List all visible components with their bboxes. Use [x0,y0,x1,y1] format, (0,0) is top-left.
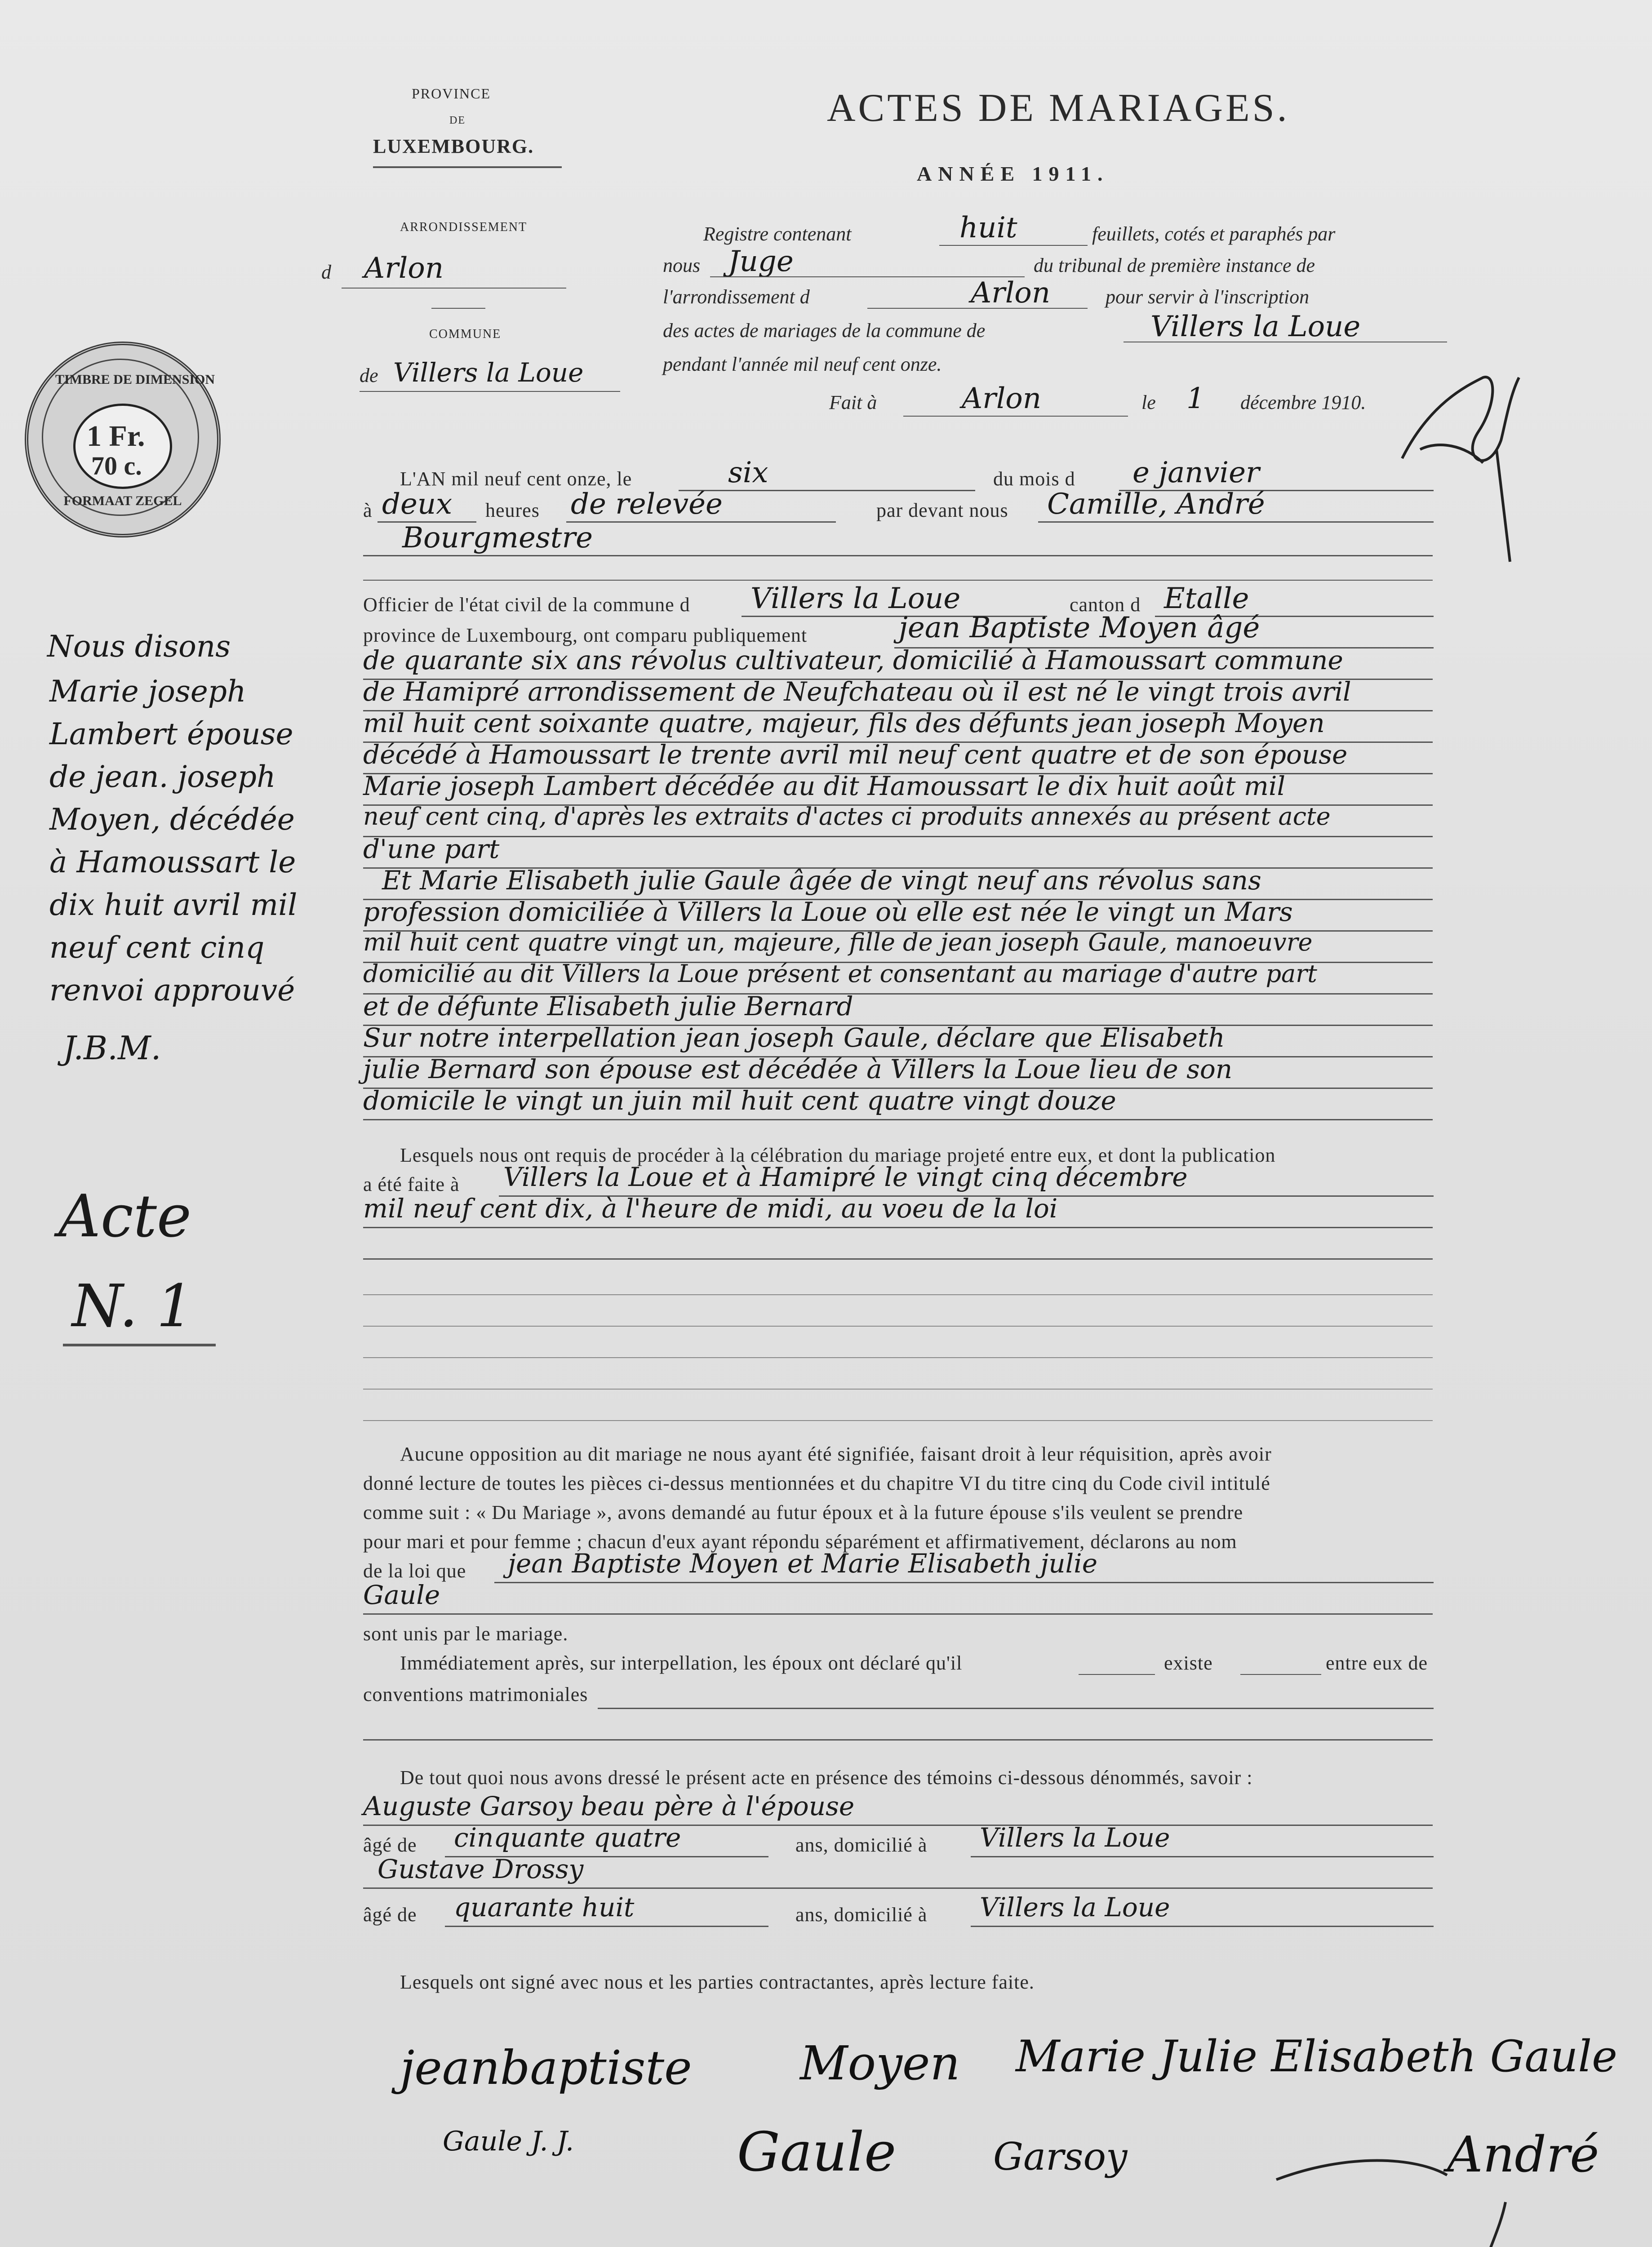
registre-value-3: Arlon [971,276,1051,310]
fait-date-value: 1 [1186,382,1205,415]
hand-line-8: Et Marie Elisabeth julie Gaule âgée de vingt neuf ans révolus sans [382,865,1261,896]
body-line-2-hours: deux [382,488,453,521]
hand-line-6: neuf cent cinq, d'après les extraits d'actes ci produits annexés au présent acte [363,802,1331,830]
body-line-2-relevee: de relevée [571,488,723,521]
opposition-line-3: comme suit : « Du Mariage », avons demandé au futur époux et à la future épouse s'ils veulent se prendre [363,1501,1243,1523]
temoins-text: De tout quoi nous avons dressé le présent acte en présence des témoins ci-dessous dénommés, savoir : [400,1767,1253,1789]
body-line-3-title: Bourgmestre [402,521,593,555]
registre-text-1b: feuillets, cotés et paraphés par [1092,223,1336,245]
body-line-4a: Officier de l'état civil de la commune d [363,594,690,616]
unis-text: sont unis par le mariage. [363,1623,568,1645]
hand-line-3: mil huit cent soixante quatre, majeur, fils des défunts jean joseph Moyen [363,708,1325,738]
conventions-text: conventions matrimoniales [363,1683,588,1705]
hand-line-2: de Hamipré arrondissement de Neufchateau où il est né le vingt trois avril [363,676,1351,707]
body-line-1-month: e janvier [1132,456,1260,489]
body-line-2a: à [363,499,373,521]
witness-1-name: Auguste Garsoy beau père à l'épouse [363,1791,855,1821]
margin-initials: J.B.M. [63,1029,161,1067]
margin-note-4: de jean. joseph [49,759,276,794]
hand-line-4: décédé à Hamoussart le trente avril mil neuf cent quatre et de son épouse [363,739,1348,770]
margin-note-9: renvoi approuvé [49,973,295,1008]
stamp-value-cents: 70 c. [91,451,142,480]
margin-note-2: Marie joseph [49,674,246,709]
signature-witness-2: Garsoy [993,2135,1128,2179]
registre-value-4: Villers la Loue [1150,310,1361,343]
hand-line-14: julie Bernard son épouse est décédée à Villers la Loue lieu de son [363,1054,1233,1084]
body-line-1-day: six [728,456,768,489]
arrondissement-label: ARRONDISSEMENT [400,220,528,234]
witness-2-age: quarante huit [454,1892,635,1923]
publication-place: Villers la Loue et à Hamipré le vingt cinq décembre [503,1162,1188,1192]
stamp-top: TIMBRE DE DIMENSION [55,372,215,387]
registre-text-3b: pour servir à l'inscription [1106,286,1310,308]
immediatement-text: Immédiatement après, sur interpellation, les époux ont déclaré qu'il [400,1652,963,1674]
commune-label: COMMUNE [429,327,502,341]
witness-2-domicile: Villers la Loue [980,1892,1170,1923]
loi-spouses-2: Gaule [363,1580,440,1610]
registre-text-2b: du tribunal de première instance de [1034,254,1315,276]
witness-1-age: cinquante quatre [454,1822,681,1853]
hand-line-9: profession domiciliée à Villers la Loue où elle est née le vingt un Mars [363,897,1293,927]
margin-note-3: Lambert épouse [49,717,293,751]
lesquels-text: Lesquels ont signé avec nous et les parties contractantes, après lecture faite. [400,1971,1035,1993]
opposition-line-2: donné lecture de toutes les pièces ci-dessus mentionnées et du chapitre VI du titre cinq du Code civil intitulé [363,1472,1270,1494]
arrondissement-d: d [321,261,331,283]
signature-witness-1: Gaule [737,2121,897,2184]
hand-line-1: de quarante six ans révolus cultivateur, domicilié à Hamoussart commune [363,645,1343,675]
margin-note-6: à Hamoussart le [49,845,296,879]
publication-text-b: a été faite à [363,1173,460,1195]
hand-line-15: domicile le vingt un juin mil huit cent quatre vingt douze [363,1085,1116,1116]
year-label: ANNÉE 1911. [917,162,1109,185]
witness-1-dom-label: ans, domicilié à [795,1834,928,1856]
acte-label: Acte [58,1182,191,1250]
hand-line-11: domicilié au dit Villers la Loue présent et consentant au mariage d'autre part [363,959,1317,988]
witness-1-domicile: Villers la Loue [980,1822,1170,1853]
signature-bride: Marie Julie Elisabeth Gaule [1016,2031,1617,2082]
page-title: ACTES DE MARIAGES. [827,86,1290,130]
body-line-1b: du mois d [993,468,1075,490]
signature-groom-last: Moyen [800,2036,960,2091]
opposition-line-4: pour mari et pour femme ; chacun d'eux ayant répondu séparément et affirmativement, déclarons au nom [363,1531,1237,1553]
registre-text-4: des actes de mariages de la commune de [663,320,986,342]
luxembourg-label: LUXEMBOURG. [373,135,534,157]
body-line-5-groom: jean Baptiste Moyen âgé [899,611,1260,644]
acte-number: N. 1 [72,1272,194,1340]
margin-note-7: dix huit avril mil [49,888,298,922]
hand-line-12: et de défunte Elisabeth julie Bernard [363,991,853,1021]
body-line-1a: L'AN mil neuf cent onze, le [400,468,632,490]
arrondissement-value: Arlon [364,252,444,285]
registre-value-1: huit [959,211,1017,244]
publication-date: mil neuf cent dix, à l'heure de midi, au voeu de la loi [363,1193,1058,1224]
loi-spouses: jean Baptiste Moyen et Marie Elisabeth julie [508,1548,1098,1579]
fait-date: décembre 1910. [1240,391,1366,413]
de-label: DE [449,115,466,126]
margin-note-5: Moyen, décédée [49,802,295,837]
body-line-4-commune: Villers la Loue [751,582,961,615]
acte-underline [63,1344,216,1346]
witness-2-age-label: âgé de [363,1904,417,1926]
body-line-4-canton: Etalle [1164,582,1249,615]
registre-text-5: pendant l'année mil neuf cent onze. [663,353,942,375]
commune-de: de [360,364,378,386]
commune-value: Villers la Loue [393,357,584,388]
publication-text: Lesquels nous ont requis de procéder à la célébration du mariage projeté entre eux, et dont la publication [400,1144,1276,1166]
existe-text: existe [1164,1652,1213,1674]
stamp-value-francs: 1 Fr. [87,420,145,453]
fait-a-value: Arlon [962,382,1042,415]
signature-father: Gaule J. J. [443,2126,574,2157]
body-line-5a: province de Luxembourg, ont comparu publiquement [363,624,808,646]
registre-text-1: Registre contenant [703,223,852,245]
margin-note-1: Nous disons [47,629,231,664]
opposition-line-1: Aucune opposition au dit mariage ne nous ayant été signifiée, faisant droit à leur réquisition, après avoir [400,1443,1272,1465]
hand-line-13: Sur notre interpellation jean joseph Gaule, déclare que Elisabeth [363,1022,1225,1053]
hand-line-5: Marie joseph Lambert décédée au dit Hamoussart le dix huit août mil [363,771,1286,801]
hand-line-10: mil huit cent quatre vingt un, majeure, fille de jean joseph Gaule, manoeuvre [363,928,1313,956]
fait-a-label: Fait à [829,391,877,413]
entre-eux-text: entre eux de [1326,1652,1428,1674]
body-line-4b: canton d [1070,594,1141,616]
body-line-2c: par devant nous [876,499,1008,521]
hand-line-7: d'une part [363,834,500,864]
fait-le-label: le [1141,391,1156,413]
registre-value-2: Juge [728,245,794,278]
stamp-bottom: FORMAAT ZEGEL [63,493,182,508]
registre-text-3: l'arrondissement d [663,286,810,308]
witness-2-name: Gustave Drossy [377,1854,584,1884]
witness-1-age-label: âgé de [363,1834,417,1856]
witness-2-dom-label: ans, domicilié à [795,1904,928,1926]
province-label: PROVINCE [412,85,491,102]
signature-groom-first: jeanbaptiste [400,2040,692,2095]
registre-text-2: nous [663,254,701,276]
body-line-2-officer: Camille, André [1047,488,1265,521]
loi-label: de la loi que [363,1560,466,1582]
signature-officer: André [1447,2126,1599,2183]
margin-note-8: neuf cent cinq [49,930,265,965]
body-line-2b: heures [485,499,540,521]
